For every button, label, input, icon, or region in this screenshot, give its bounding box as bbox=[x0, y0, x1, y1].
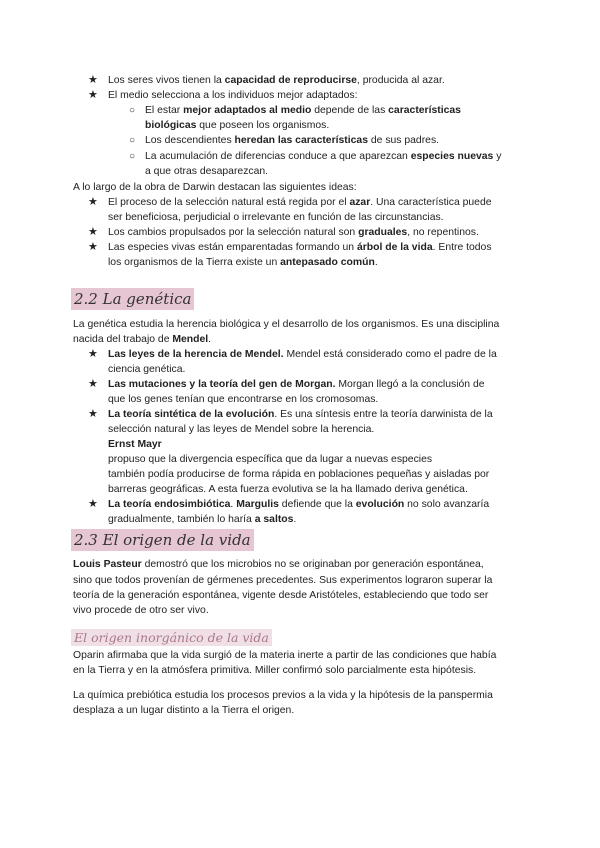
paragraph-line: Oparin afirmaba que la vida surgió de la materia inerte a partir de las condiciones que había bbox=[73, 650, 497, 661]
star-bullet-icon: ★ bbox=[88, 498, 98, 510]
star-bullet-icon: ★ bbox=[88, 226, 98, 238]
list-item-continuation: ciencia genética. bbox=[108, 364, 186, 375]
list-item-continuation: propuso que la divergencia específica que da lugar a nuevas especies bbox=[108, 454, 433, 465]
list-item: El proceso de la selección natural está regida por el azar. Una característica puede bbox=[108, 197, 492, 208]
list-item: Las leyes de la herencia de Mendel. Mendel está considerado como el padre de la bbox=[108, 349, 497, 360]
paragraph-line: teoría de la generación espontánea, vigente desde Aristóteles, estableciendo que todo ser bbox=[73, 590, 489, 601]
star-bullet-icon: ★ bbox=[88, 378, 98, 390]
paragraph-line: La genética estudia la herencia biológica y el desarrollo de los organismos. Es una disciplina bbox=[73, 319, 500, 330]
list-item: El medio selecciona a los individuos mejor adaptados: bbox=[108, 90, 358, 101]
star-bullet-icon: ★ bbox=[88, 348, 98, 360]
list-item: La teoría sintética de la evolución. Es una síntesis entre la teoría darwinista de la bbox=[108, 409, 493, 420]
section-heading-genetics: 2.2 La genética bbox=[71, 288, 194, 310]
paragraph-line: sino que todos provenían de gérmenes precedentes. Sus experimentos lograron superar la bbox=[73, 575, 493, 586]
list-item-continuation: selección natural y las leyes de Mendel sobre la herencia. bbox=[108, 424, 375, 435]
subheading-inorganic-origin: El origen inorgánico de la vida bbox=[71, 629, 272, 646]
list-item-continuation: los organismos de la Tierra existe un antepasado común. bbox=[108, 257, 378, 268]
list-item-continuation: ser beneficiosa, perjudicial o irrelevante en función de las circunstancias. bbox=[108, 212, 444, 223]
list-item: La teoría endosimbiótica. Margulis defiende que la evolución no solo avanzaría bbox=[108, 499, 490, 510]
list-item: Los seres vivos tienen la capacidad de reproducirse, producida al azar. bbox=[108, 75, 445, 86]
star-bullet-icon: ★ bbox=[88, 408, 98, 420]
star-bullet-icon: ★ bbox=[88, 74, 98, 86]
star-bullet-icon: ★ bbox=[88, 196, 98, 208]
list-item-continuation: también podía producirse de forma rápida en poblaciones pequeñas y aisladas por bbox=[108, 469, 490, 480]
list-item: Las mutaciones y la teoría del gen de Morgan. Morgan llegó a la conclusión de bbox=[108, 379, 485, 390]
section-heading-origin-of-life: 2.3 El origen de la vida bbox=[71, 529, 254, 551]
list-item-continuation: barreras geográficas. A esta fuerza evolutiva se la ha llamado deriva genética. bbox=[108, 484, 468, 495]
darwin-ideas-intro: A lo largo de la obra de Darwin destacan las siguientes ideas: bbox=[73, 182, 357, 193]
list-item: Los cambios propulsados por la selección natural son graduales, no repentinos. bbox=[108, 227, 479, 238]
circle-bullet-icon: ○ bbox=[129, 105, 136, 116]
list-item: Las especies vivas están emparentadas formando un árbol de la vida. Entre todos bbox=[108, 242, 492, 253]
paragraph-line: nacida del trabajo de Mendel. bbox=[73, 334, 212, 345]
paragraph-line: en la Tierra y en la atmósfera primitiva. Miller confirmó solo parcialmente esta hipótesis. bbox=[73, 665, 477, 676]
circle-bullet-icon: ○ bbox=[129, 151, 136, 162]
star-bullet-icon: ★ bbox=[88, 241, 98, 253]
list-item: El estar mejor adaptados al medio depende de las características bbox=[145, 105, 461, 116]
list-item-continuation: que los genes tenían que encontrarse en los cromosomas. bbox=[108, 394, 379, 405]
list-item-continuation: Ernst Mayr bbox=[108, 439, 162, 450]
list-item-continuation: a que otras desaparezcan. bbox=[145, 166, 269, 177]
list-item-continuation: gradualmente, también lo haría a saltos. bbox=[108, 514, 297, 525]
paragraph-line: vivo procede de otro ser vivo. bbox=[73, 605, 209, 616]
paragraph-line: desplaza a un lugar distinto a la Tierra el origen. bbox=[73, 705, 295, 716]
list-item: Los descendientes heredan las características de sus padres. bbox=[145, 135, 440, 146]
list-item-continuation: biológicas que poseen los organismos. bbox=[145, 120, 330, 131]
paragraph-line: Louis Pasteur demostró que los microbios no se originaban por generación espontánea, bbox=[73, 559, 484, 570]
list-item: La acumulación de diferencias conduce a que aparezcan especies nuevas y bbox=[145, 151, 502, 162]
circle-bullet-icon: ○ bbox=[129, 135, 136, 146]
star-bullet-icon: ★ bbox=[88, 89, 98, 101]
paragraph-line: La química prebiótica estudia los procesos previos a la vida y la hipótesis de la panspermia bbox=[73, 690, 493, 701]
